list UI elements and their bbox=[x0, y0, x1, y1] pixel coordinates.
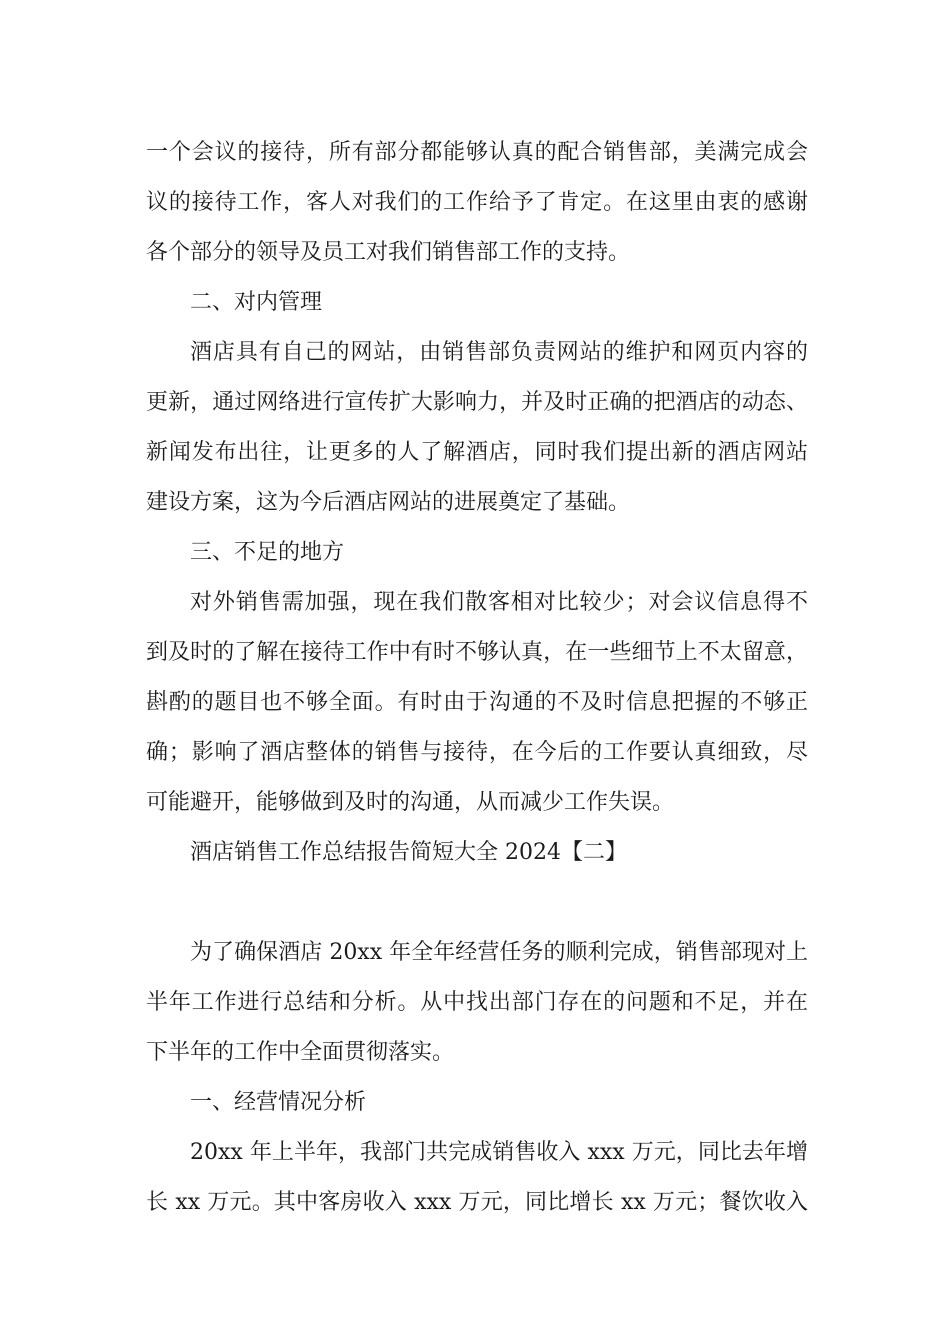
text-line: 三、不足的地方 bbox=[190, 540, 345, 565]
text-line: 各个部分的领导及员工对我们销售部工作的支持。 bbox=[146, 240, 631, 265]
text-line: 更新，通过网络进行宣传扩大影响力，并及时正确的把酒店的动态、 bbox=[146, 390, 808, 415]
text-line: 二、对内管理 bbox=[190, 290, 323, 315]
text-line: 一个会议的接待，所有部分都能够认真的配合销售部，美满完成会 bbox=[146, 140, 808, 165]
text-line: 酒店销售工作总结报告简短大全 2024【二】 bbox=[190, 840, 627, 865]
text-line: 半年工作进行总结和分析。从中找出部门存在的问题和不足，并在 bbox=[146, 990, 808, 1015]
text-line: 下半年的工作中全面贯彻落实。 bbox=[146, 1040, 455, 1065]
text-line: 新闻发布出往，让更多的人了解酒店，同时我们提出新的酒店网站 bbox=[146, 440, 808, 465]
blank-line bbox=[146, 878, 808, 928]
text-line: 到及时的了解在接待工作中有时不够认真，在一些细节上不太留意， bbox=[146, 640, 808, 665]
text-line: 20xx 年上半年，我部门共完成销售收入 xxx 万元，同比去年增 bbox=[190, 1140, 808, 1165]
text-line: 对外销售需加强，现在我们散客相对比较少；对会议信息得不 bbox=[190, 590, 808, 615]
document-body bbox=[146, 128, 808, 1228]
text-line: 长 xx 万元。其中客房收入 xxx 万元，同比增长 xx 万元；餐饮收入 bbox=[146, 1190, 808, 1215]
text-line: 酒店具有自己的网站，由销售部负责网站的维护和网页内容的 bbox=[190, 340, 808, 365]
text-line: 建设方案，这为今后酒店网站的进展奠定了基础。 bbox=[146, 490, 631, 515]
text-line: 一、经营情况分析 bbox=[190, 1090, 367, 1115]
text-line: 可能避开，能够做到及时的沟通，从而减少工作失误。 bbox=[146, 790, 675, 815]
text-line: 为了确保酒店 20xx 年全年经营任务的顺利完成，销售部现对上 bbox=[190, 940, 808, 965]
text-line: 议的接待工作，客人对我们的工作给予了肯定。在这里由衷的感谢 bbox=[146, 190, 808, 215]
text-line: 斟酌的题目也不够全面。有时由于沟通的不及时信息把握的不够正 bbox=[146, 690, 808, 715]
text-line: 确；影响了酒店整体的销售与接待，在今后的工作要认真细致，尽 bbox=[146, 740, 808, 765]
